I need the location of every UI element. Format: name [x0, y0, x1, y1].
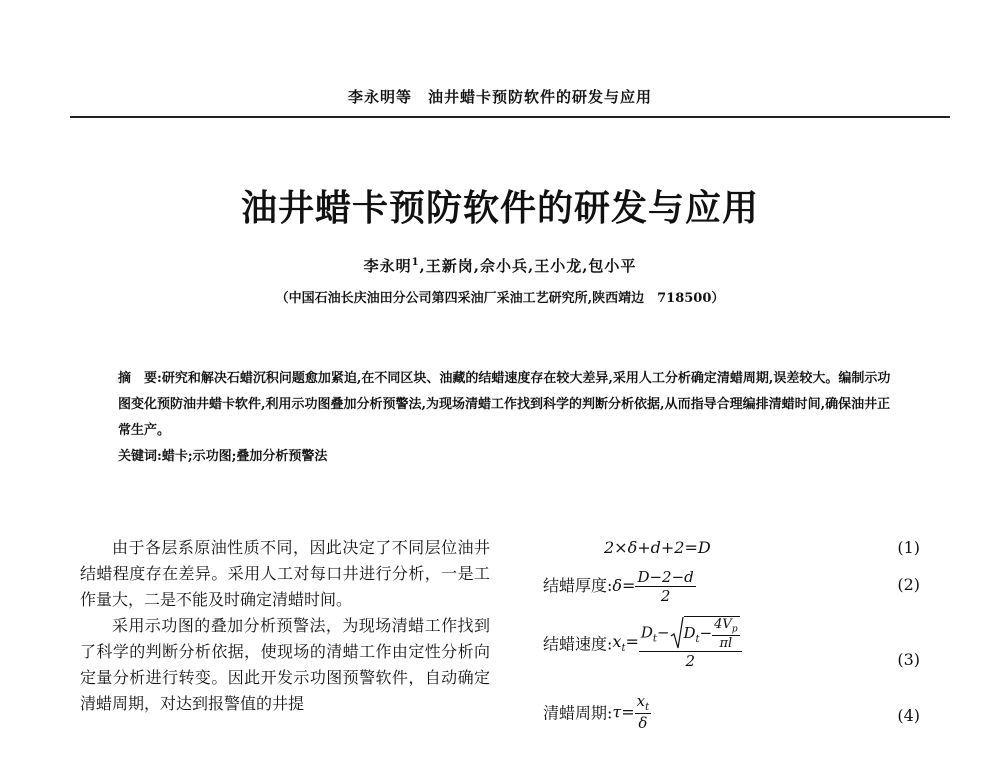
- equation-3-lhs-var: x: [612, 631, 622, 651]
- equation-3-root-d: D: [683, 623, 696, 642]
- equation-3-inner-denominator: πl: [719, 635, 733, 651]
- equation-4: [543, 692, 651, 732]
- equation-2: [543, 568, 696, 605]
- equation-3-number: (3): [897, 650, 920, 669]
- abstract: [118, 366, 893, 470]
- body-paragraph-1: 由于各层系原油性质不同，因此决定了不同层位油井结蜡程度存在差异。采用人工对每口井进行分析，一是工作量大，二是不能及时确定清蜡时间。: [80, 538, 490, 609]
- header-rule: [70, 116, 950, 118]
- equation-3-inner-num-var: 4V: [714, 617, 732, 632]
- equation-3-root-d-sub: t: [695, 633, 700, 645]
- paper-title: 油井蜡卡预防软件的研发与应用: [240, 187, 759, 229]
- keywords-label: 关键词:: [118, 449, 162, 464]
- equation-2-label: 结蜡厚度:: [543, 576, 613, 595]
- equation-3-numerator: [639, 616, 742, 652]
- body-paragraph-2: 采用示功图的叠加分析预警法，为现场清蜡工作找到了科学的判断分析依据，使现场的清蜡工作由定性分析向定量分析进行转变。因此开发示功图预警软件，自动确定清蜡周期，对达到报警值的井提: [80, 616, 490, 713]
- equation-3-radicand: [684, 616, 740, 651]
- equation-3-label: 结蜡速度:: [543, 634, 613, 654]
- equation-3-n-left: D: [640, 623, 653, 642]
- equation-3-lhs: [612, 631, 639, 654]
- equation-4-numerator: [635, 692, 652, 714]
- equation-4-num-sub: t: [645, 702, 650, 713]
- running-head: 李永明等 油井蜡卡预防软件的研发与应用: [347, 88, 652, 106]
- affiliation: （中国石油长庆油田分公司第四采油厂采油工艺研究所,陕西靖边 718500）: [275, 291, 725, 306]
- equation-3-n-minus: −: [656, 623, 670, 642]
- equation-3-root-minus: −: [699, 623, 713, 642]
- equation-2-fraction: [635, 568, 695, 605]
- equation-3-denominator: 2: [685, 651, 695, 670]
- equation-2-lhs: δ=: [612, 576, 636, 595]
- equation-3-inner-numerator: [712, 617, 739, 636]
- equation-4-num-var: x: [636, 692, 646, 710]
- keywords: [118, 444, 893, 470]
- abstract-label: 摘 要:: [118, 371, 162, 386]
- abstract-text: 研究和解决石蜡沉积问题愈加紧迫,在不同区块、油藏的结蜡速度存在较大差异,采用人工分析确定清蜡周期,误差较大。编制示功图变化预防油井蜡卡软件,利用示功图叠加分析预警法,为现场清蜡工作找到科学的判断分析依据,从而指导合理编排清蜡时间,确保油井正常生产。: [118, 371, 891, 438]
- equation-3-n-left-sub: t: [652, 633, 657, 645]
- equation-2-number: (2): [897, 575, 920, 594]
- equation-4-denominator: δ: [638, 714, 648, 732]
- author-sup: 1: [411, 257, 420, 268]
- equation-3-fraction: [639, 616, 742, 670]
- abstract-paragraph: [118, 366, 893, 444]
- equation-4-fraction: [635, 692, 652, 732]
- equation-2-denominator: 2: [660, 587, 671, 605]
- equation-1-number: (1): [897, 538, 920, 557]
- sqrt-symbol-icon: [670, 616, 684, 650]
- equation-3-inner-fraction: [712, 617, 739, 651]
- equation-4-label: 清蜡周期:: [543, 703, 613, 723]
- equation-3-lhs-sub: t: [621, 642, 626, 654]
- equation-4-number: (4): [897, 706, 920, 725]
- equation-3-eq-sign: =: [625, 631, 639, 651]
- equation-1: 2×δ+d+2=D: [604, 538, 711, 557]
- authors: [0, 255, 1000, 276]
- author-rest: ,王新岗,佘小兵,王小龙,包小平: [419, 257, 637, 275]
- equation-3-inner-num-sub: p: [731, 624, 738, 635]
- equation-4-lhs: τ=: [612, 702, 635, 722]
- body-left-column: [80, 535, 490, 717]
- keywords-text: 蜡卡;示功图;叠加分析预警法: [161, 449, 328, 464]
- equation-2-numerator: D−2−d: [637, 568, 694, 586]
- author-first: 李永明: [363, 257, 412, 275]
- equation-3: [543, 616, 742, 670]
